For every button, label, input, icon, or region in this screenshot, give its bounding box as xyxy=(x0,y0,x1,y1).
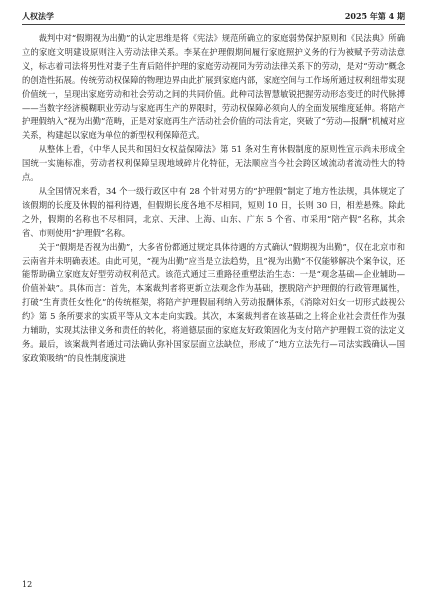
issue-label: 2025 年第 4 期 xyxy=(344,11,405,21)
paragraph: 关于“假期是否视为出勤”，大多省份都通过规定具体待遇的方式确认“假期视为出勤”，仅在北京市和云南省并未明确表述。由此可见，“视为出勤”应当是立法趋势，且“视为出勤”不仅能够解决个案争议，还能帮助确立家庭友好型劳动权利范式。该范式通过三重路径重塑法治生态：一是“观念基础—企业辅助—价值补缺”。具体而言：首先，本案裁判者将更新立法观念作为基础，摆脱陪产护理假的行政管理属性，打破“生育责任女性化”的传统框架，将陪产护理假届利纳入劳动报酬体系，《消除对妇女一切形式歧视公约》第 5 条所要求的实质平等从文本走向实践。其次，本案裁判者在该基础之上将企业社会责任作为强力辅助，实现其法律义务和责任的转化，将道德层面的家庭友好政策固化为支付陪产护理假工资的法定义务。最后，该案裁判者通过司法确认弥补国家层面立法缺位，形成了“地方立法先行—司法实践确认—国家政策吸纳”的良性制度演进 xyxy=(22,241,405,363)
running-header xyxy=(22,9,405,23)
paragraph: 从全国情况来看，34 个一级行政区中有 28 个针对男方的“护理假”制定了地方性法规，具体规定了该假期的长度及休假的福利待遇，但假期长度各地不尽相同，短则 10 日，长则 30 日，相差悬殊。除此之外，假期的名称也不尽相同，北京、天津、上海、山东、广东 5 个省、市采用“陪产假”名称，其余省、市则使用“护理假”名称。 xyxy=(22,185,405,238)
header-divider xyxy=(22,24,405,25)
journal-title: 人权法学 xyxy=(22,11,54,21)
page-number: 12 xyxy=(22,580,33,589)
article-body xyxy=(22,32,405,366)
paragraph: 裁判中对“假期视为出勤”的认定思维是将《宪法》规范所确立的家庭弱势保护原则和《民法典》所确立的家庭文明建设原则注入劳动法律关系。李某在护理假期间履行家庭照护义务的行为被赋予劳动法意义，标志着司法将男性对妻子生育后陪伴护理的家庭劳动视同为劳动法律关系下的劳动，是对“劳动”概念的创造性拓展。传统劳动权保障的物理边界由此扩展到家庭内部，家庭空间与工作场所通过权利纽带实现价值统一，呈现出家庭劳动和社会劳动之间的共同价值。此种司法智慧敏锐把握劳动形态变迁的时代脉搏——当数字经济模糊职业劳动与家庭再生产的界限时，劳动权保障必须向人的全面发展维度延伸。将陪产护理假纳入“视为出勤”范畴，正是对家庭再生产活动社会价值的司法肯定，突破了“劳动—报酬”机械对应关系，构建起以家庭为单位的新型权利保障范式。 xyxy=(22,33,405,141)
paragraph: 从整体上看，《中华人民共和国妇女权益保障法》第 51 条对生育休假制度的原则性宣示尚未形成全国统一实施标准，劳动者权利保障呈现地域碎片化特征，无法顺应当今社会跨区域流动者流动性大的特点。 xyxy=(22,144,405,183)
